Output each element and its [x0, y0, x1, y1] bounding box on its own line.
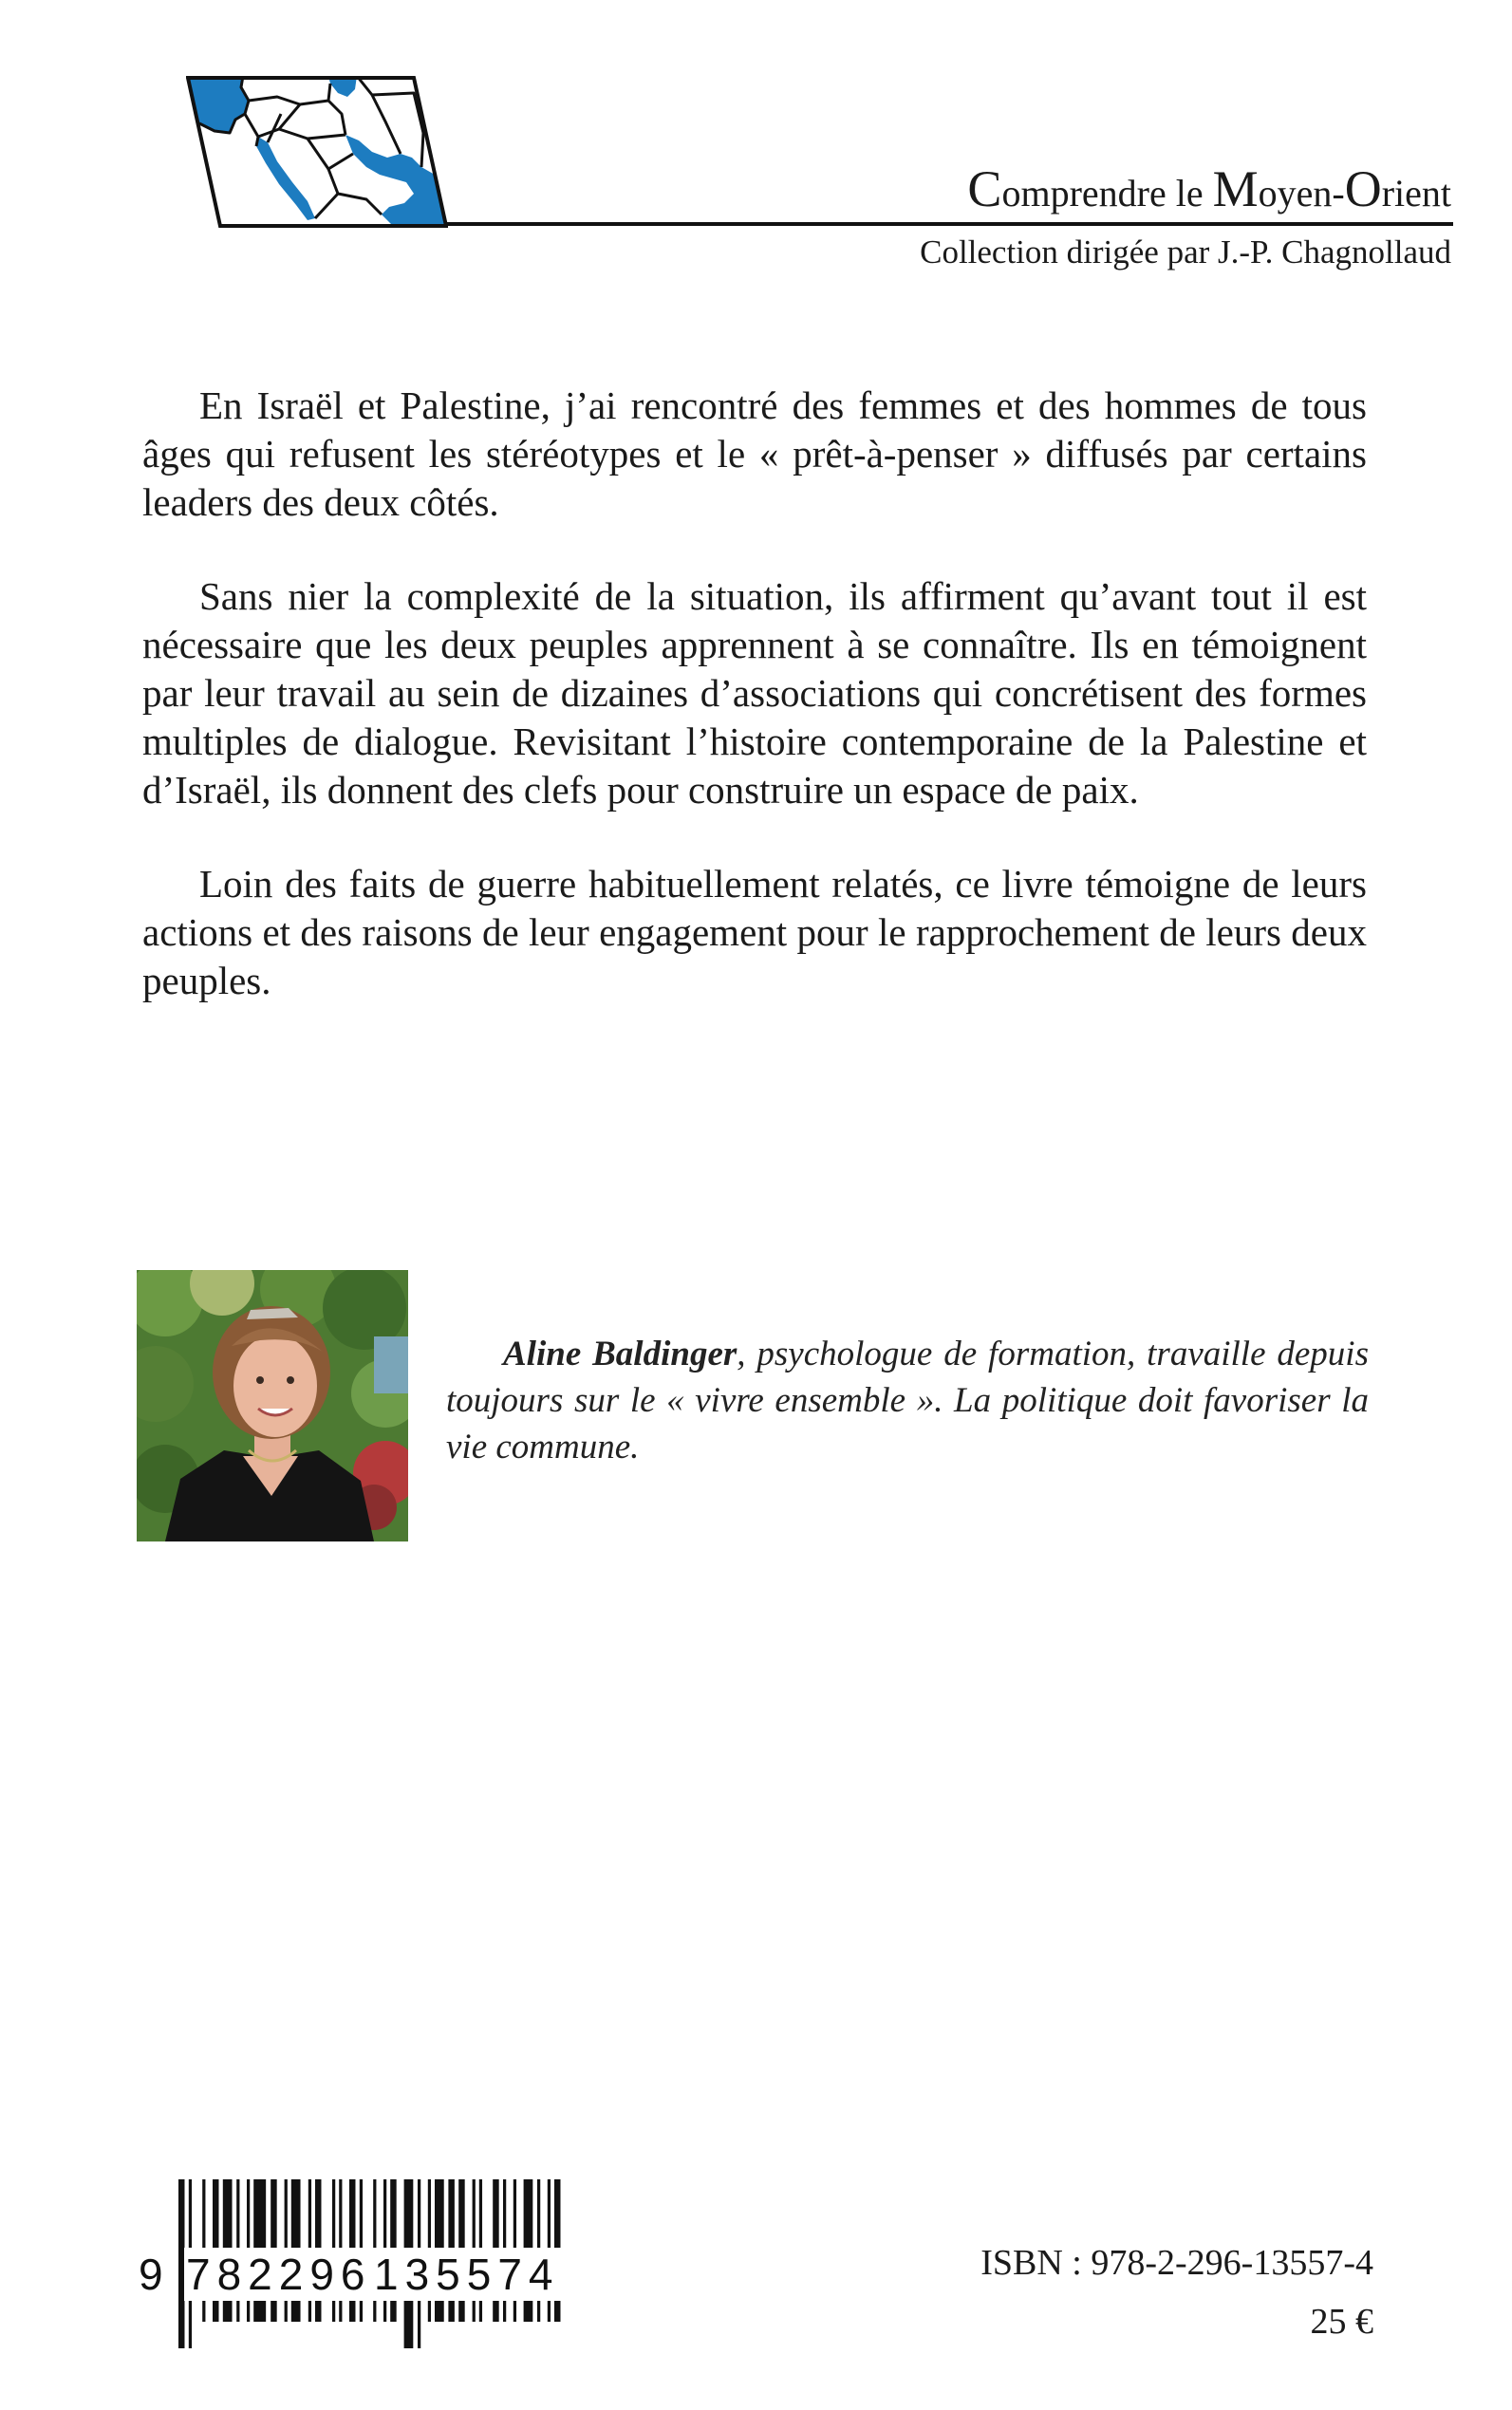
series-title-initial-c: C — [967, 160, 1002, 217]
blurb-paragraph: Sans nier la complexité de la situation, ils affirment qu’avant tout il est nécessaire que les deux peuples apprennent à se connaître. Ils en témoignent par leur travail au sein de dizaines d’associations qui concrétisent des formes multiples de dialogue. Revisitant l’histoire contemporaine de la Palestine et d’Israël, ils donnent des clefs pour construire un espace de paix. — [142, 574, 1367, 812]
blurb-paragraph: Loin des faits de guerre habituellement relatés, ce livre témoigne de leurs actions et des raisons de leur engagement pour le rapprochement de leurs deux peuples. — [142, 862, 1367, 1002]
price: 25 € — [1310, 2302, 1373, 2342]
series-title-part-1: omprendre le — [1001, 172, 1213, 215]
series-title-initial-m: M — [1212, 160, 1259, 217]
barcode-digits-right: 135574 — [374, 2250, 560, 2299]
blurb-paragraph: En Israël et Palestine, j’ai rencontré des femmes et des hommes de tous âges qui refusent les stéréotypes et le « prêt-à-penser » diffusés par certains leaders des deux côtés. — [142, 383, 1367, 524]
barcode-digits — [137, 2248, 566, 2301]
series-title-initial-o: O — [1344, 160, 1382, 217]
barcode-digits-left: 782296 — [186, 2250, 372, 2299]
series-editor: Collection dirigée par J.-P. Chagnollaud — [920, 234, 1451, 271]
barcode-digit-first: 9 — [139, 2250, 170, 2299]
series-title-part-2: oyen- — [1258, 172, 1345, 215]
author-bio-text — [446, 1331, 1369, 1470]
author-bio-body: , psychologue de formation, travaille depuis toujours sur le « vivre ensemble ». La politique doit favoriser la vie commune. — [446, 1335, 1369, 1467]
isbn-number: ISBN : 978-2-296-13557-4 — [980, 2243, 1373, 2283]
author-name: Aline Baldinger — [503, 1335, 737, 1373]
middle-east-map-logo — [186, 76, 448, 228]
header-rule — [444, 222, 1453, 226]
author-bio — [446, 1331, 1369, 1470]
series-title-part-3: rient — [1381, 172, 1451, 215]
back-cover-blurb — [142, 382, 1367, 1051]
author-photo — [137, 1270, 408, 1541]
series-title — [967, 159, 1451, 218]
